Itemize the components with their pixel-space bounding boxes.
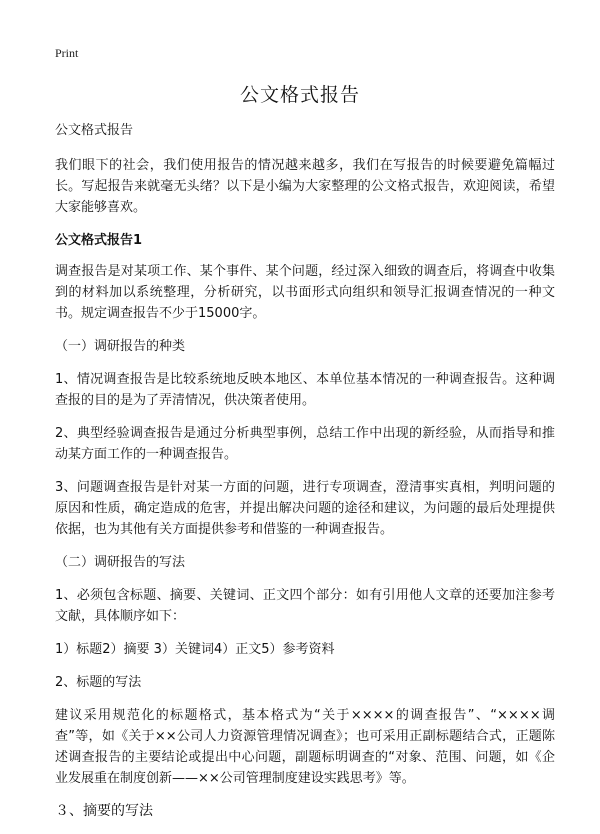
document-title: 公文格式报告: [239, 84, 360, 106]
type-problem-paragraph: 3、问题调查报告是针对某一方面的问题，进行专项调查，澄清事实真相，判明问题的原因和性质，确定造成的危害，并提出解决问题的途径和建议，为问题的最后处理提供依据，也为其他有关方面提供参考和借鉴的一种调查报告。: [55, 480, 555, 537]
title-method-paragraph: 建议采用规范化的标题格式，基本格式为“关于××××的调查报告”、“××××调查”等，如《关于××公司人力资源管理情况调查》；也可采用正副标题结合式，正题陈述调查报告的主要结论或提出中心问题，副题标明调查的“对象、范围、问题，如《企业发展重在制度创新——××公司管理制度建设实践思考》等。: [55, 708, 555, 786]
section-types-heading: （一）调研报告的种类: [55, 339, 186, 354]
document-body: [55, 120, 555, 834]
report-heading: 公文格式报告1: [55, 233, 143, 248]
section-writing-heading: （二）调研报告的写法: [55, 555, 186, 570]
type-experience-paragraph: 2、典型经验调查报告是通过分析典型事例，总结工作中出现的新经验，从而指导和推动某方面工作的一种调查报告。: [55, 426, 555, 462]
title-writing-heading: 2、标题的写法: [55, 675, 142, 690]
writing-parts-paragraph: 1、必须包含标题、摘要、关键词、正文四个部分：如有引用他人文章的还要加注参考文献，具体顺序如下：: [55, 588, 555, 624]
intro-paragraph: 我们眼下的社会，我们使用报告的情况越来越多，我们在写报告的时候要避免篇幅过长。写起报告来就毫无头绪？以下是小编为大家整理的公文格式报告，欢迎阅读，希望大家能够喜欢。: [55, 158, 555, 215]
print-label: Print: [55, 46, 79, 60]
document-subtitle: 公文格式报告: [55, 123, 134, 138]
definition-paragraph: 调查报告是对某项工作、某个事件、某个问题，经过深入细致的调查后，将调查中收集到的材料加以系统整理，分析研究，以书面形式向组织和领导汇报调查情况的一种文书。规定调查报告不少于15000字。: [55, 264, 555, 321]
type-situation-paragraph: 1、情况调查报告是比较系统地反映本地区、本单位基本情况的一种调查报告。这种调查报的目的是为了弄清情况，供决策者使用。: [55, 372, 555, 408]
abstract-writing-heading: ３、摘要的写法: [55, 803, 153, 819]
writing-order-line: 1）标题2）摘要 3）关键词4）正文5）参考资料: [55, 642, 335, 657]
